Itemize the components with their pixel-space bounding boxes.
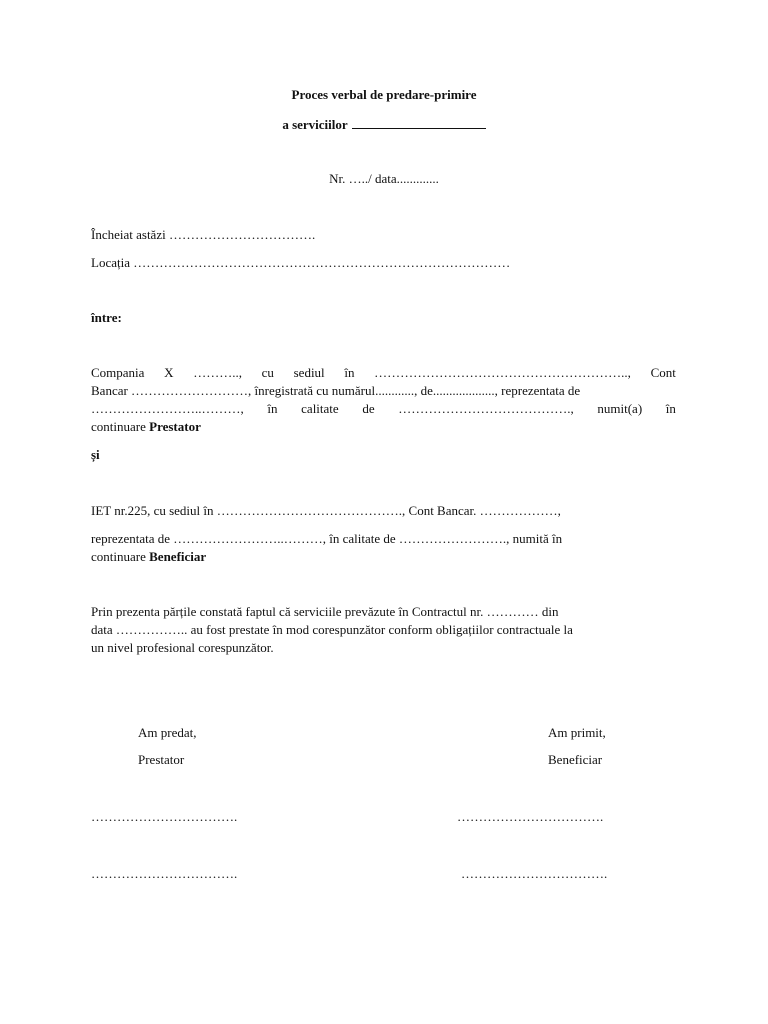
left-signature-line-2: ……………………………. bbox=[91, 866, 238, 881]
left-signature-role: Prestator bbox=[138, 752, 185, 767]
document-number-date: Nr. …../ data............. bbox=[329, 171, 439, 186]
statement-line-1: Prin prezenta părțile constată faptul că serviciile prevăzute în Contractul nr. ………… din bbox=[91, 604, 559, 619]
statement-line-3: un nivel profesional corespunzător. bbox=[91, 640, 274, 655]
p1-word: în bbox=[344, 365, 355, 380]
party2-line-3 bbox=[91, 548, 206, 566]
left-signature-line-1: ……………………………. bbox=[91, 809, 238, 824]
party1-line-3 bbox=[91, 400, 676, 418]
p1-word: X bbox=[164, 365, 174, 380]
p1-word: …………………………………., bbox=[398, 401, 574, 416]
right-signature-line-1: ……………………………. bbox=[457, 809, 604, 824]
p1-word: ……….., bbox=[193, 365, 242, 380]
party2-line-2: reprezentata de ……………………..………, în calitate de ……………………., numită în bbox=[91, 531, 563, 546]
p1-word: ………………………………………………….., bbox=[374, 365, 631, 380]
subtitle-text: a serviciilor bbox=[282, 117, 348, 132]
right-signature-role: Beneficiar bbox=[548, 752, 603, 767]
continuare-text: continuare bbox=[91, 419, 146, 434]
right-signature-line-2: ……………………………. bbox=[461, 866, 608, 881]
p1-word: Compania bbox=[91, 365, 145, 380]
prestator-role: Prestator bbox=[149, 419, 201, 434]
statement-line-2: data …………….. au fost prestate în mod corespunzător conform obligațiilor contractuale la bbox=[91, 622, 573, 637]
subtitle-blank-line bbox=[352, 116, 486, 129]
p1-word: Cont bbox=[650, 365, 676, 380]
p1-word: calitate bbox=[301, 401, 339, 416]
incheiat-field: Încheiat astăzi ……………………………. bbox=[91, 227, 316, 242]
document-title: Proces verbal de predare-primire bbox=[291, 87, 477, 102]
beneficiar-role: Beneficiar bbox=[149, 549, 207, 564]
document-subtitle bbox=[0, 116, 768, 134]
left-signature-heading: Am predat, bbox=[138, 725, 197, 740]
party1-line-2: Bancar ………………………, înregistrată cu numărul............, de..................., reprezentata de bbox=[91, 383, 581, 398]
locatia-field: Locația …………………………………………………………………………… bbox=[91, 255, 511, 270]
continuare-text: continuare bbox=[91, 549, 146, 564]
p1-word: sediul bbox=[293, 365, 325, 380]
p1-word: în bbox=[665, 401, 676, 416]
si-label: și bbox=[91, 447, 100, 462]
party1-line-1 bbox=[91, 364, 676, 382]
party1-paragraph bbox=[91, 364, 676, 436]
party1-line-4 bbox=[91, 418, 676, 436]
p1-word: numit(a) bbox=[597, 401, 643, 416]
p1-word: cu bbox=[261, 365, 274, 380]
intre-label: între: bbox=[91, 310, 122, 325]
p1-word: în bbox=[267, 401, 278, 416]
p1-word: de bbox=[362, 401, 375, 416]
p1-word: ……………………..………, bbox=[91, 401, 244, 416]
party2-line-1: IET nr.225, cu sediul în ……………………………………., Cont Bancar. ………………, bbox=[91, 503, 561, 518]
right-signature-heading: Am primit, bbox=[548, 725, 606, 740]
